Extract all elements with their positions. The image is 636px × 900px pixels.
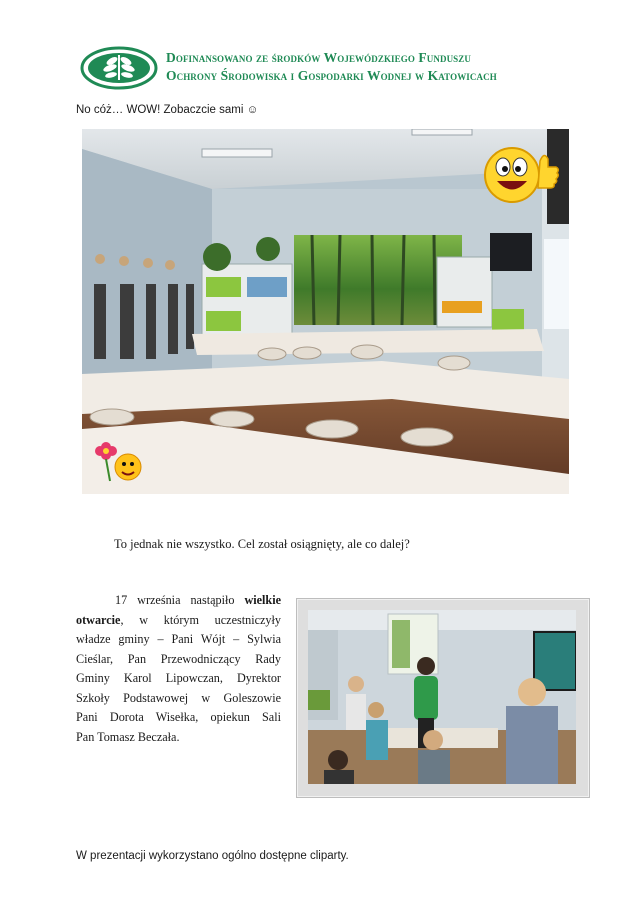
- opening-paragraph: [76, 591, 281, 747]
- paragraph-line-4: Cieślar, Pan Przewodniczący Rady: [76, 651, 281, 666]
- paragraph-line-3: władze gminy – Pani Wójt – Sylwia: [76, 632, 281, 646]
- paragraph-line-5: Gminy Karol Lipowczan, Dyrektor: [76, 671, 281, 685]
- classroom-photo: [82, 129, 569, 494]
- thumbs-up-smiley-icon: [480, 143, 562, 205]
- paragraph-line-6: Szkoły Podstawowej w Goleszowie: [76, 690, 281, 705]
- paragraph-line-1: 17 września nastąpiło wielkie: [115, 593, 281, 607]
- header-line-1: Dofinansowano ze środków Wojewódzkiego Funduszu: [166, 50, 471, 65]
- opening-ceremony-photo: [308, 610, 576, 784]
- paragraph-line-8: Pan Tomasz Beczała.: [76, 729, 180, 744]
- wfosigw-leaf-logo-icon: [80, 46, 158, 90]
- intro-text: No cóż… WOW! Zobaczcie sami ☺: [76, 104, 259, 116]
- header-line-2: Ochrony Środowiska i Gospodarki Wodnej w Katowicach: [166, 68, 497, 83]
- caption-text: To jednak nie wszystko. Cel został osiągnięty, ale co dalej?: [114, 537, 410, 551]
- footer-note: W prezentacji wykorzystano ogólno dostępne cliparty.: [76, 850, 349, 862]
- paragraph-line-7: Pani Dorota Wisełka, opiekun Sali: [76, 710, 281, 724]
- flower-smiley-icon: [92, 441, 148, 489]
- paragraph-line-2: otwarcie, w którym uczestniczyły: [76, 612, 281, 627]
